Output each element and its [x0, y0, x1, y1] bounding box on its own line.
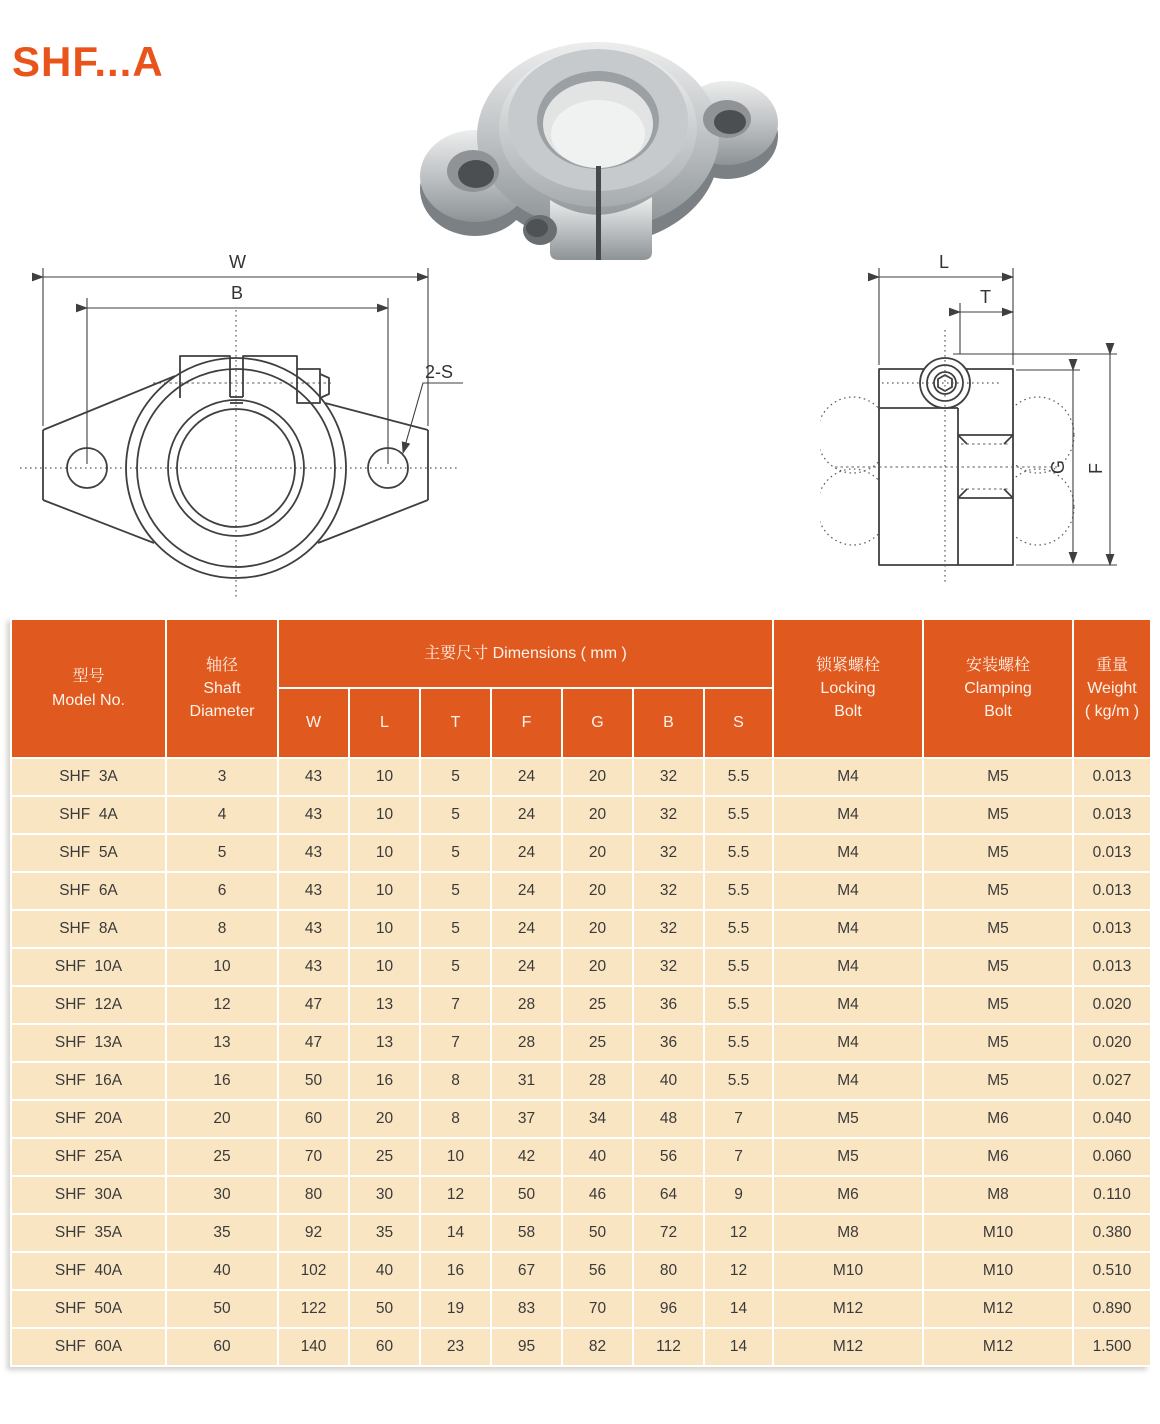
- cell-model: SHF 20A: [11, 1100, 166, 1138]
- cell-l: 10: [349, 834, 420, 872]
- lobe-hole-left: [447, 150, 499, 192]
- cell-w: 47: [278, 986, 349, 1024]
- cell-w: 43: [278, 796, 349, 834]
- cell-locking: M12: [773, 1328, 923, 1366]
- cell-weight: 0.027: [1073, 1062, 1151, 1100]
- cell-g: 70: [562, 1290, 633, 1328]
- spec-table: [10, 618, 1152, 1367]
- col-header-shaft-diameter: [166, 619, 278, 758]
- table-row: [11, 758, 1151, 796]
- cell-weight: 0.380: [1073, 1214, 1151, 1252]
- cell-w: 140: [278, 1328, 349, 1366]
- cell-locking: M4: [773, 986, 923, 1024]
- cell-clamping: M5: [923, 1062, 1073, 1100]
- cell-locking: M10: [773, 1252, 923, 1290]
- col-header-t: T: [420, 688, 491, 758]
- cell-t: 12: [420, 1176, 491, 1214]
- cell-w: 60: [278, 1100, 349, 1138]
- cell-model: SHF 10A: [11, 948, 166, 986]
- cell-f: 24: [491, 796, 562, 834]
- cell-f: 28: [491, 1024, 562, 1062]
- cell-w: 43: [278, 910, 349, 948]
- clamp-slit: [596, 166, 601, 260]
- cell-g: 82: [562, 1328, 633, 1366]
- cell-b: 32: [633, 910, 704, 948]
- cell-locking: M4: [773, 872, 923, 910]
- cell-shaft: 12: [166, 986, 278, 1024]
- cell-b: 36: [633, 986, 704, 1024]
- clamping-header-zh: 安装螺栓: [965, 656, 1030, 674]
- cell-t: 16: [420, 1252, 491, 1290]
- label-2s: [403, 362, 463, 453]
- cell-clamping: M5: [923, 948, 1073, 986]
- table-header: [11, 619, 1151, 758]
- cell-t: 8: [420, 1062, 491, 1100]
- cell-l: 10: [349, 796, 420, 834]
- cell-f: 37: [491, 1100, 562, 1138]
- cell-shaft: 25: [166, 1138, 278, 1176]
- cell-g: 20: [562, 758, 633, 796]
- cell-clamping: M12: [923, 1290, 1073, 1328]
- cell-clamping: M5: [923, 1024, 1073, 1062]
- cell-l: 10: [349, 910, 420, 948]
- col-header-dimensions: 主要尺寸 Dimensions ( mm ): [278, 619, 773, 688]
- cell-clamping: M5: [923, 986, 1073, 1024]
- cell-weight: 0.013: [1073, 758, 1151, 796]
- cell-model: SHF 3A: [11, 758, 166, 796]
- cell-s: 7: [704, 1100, 773, 1138]
- cell-model: SHF 60A: [11, 1328, 166, 1366]
- model-header-en: Model No.: [52, 691, 125, 709]
- cell-clamping: M5: [923, 796, 1073, 834]
- table-row: [11, 872, 1151, 910]
- model-header-zh: 型号: [72, 668, 105, 686]
- cell-weight: 0.020: [1073, 1024, 1151, 1062]
- cell-t: 8: [420, 1100, 491, 1138]
- cell-shaft: 60: [166, 1328, 278, 1366]
- product-photo: [400, 8, 800, 264]
- cell-model: SHF 8A: [11, 910, 166, 948]
- cell-w: 50: [278, 1062, 349, 1100]
- cell-l: 16: [349, 1062, 420, 1100]
- cell-weight: 0.013: [1073, 948, 1151, 986]
- cell-l: 25: [349, 1138, 420, 1176]
- cell-s: 5.5: [704, 948, 773, 986]
- lobe-hole-right: [703, 100, 751, 138]
- cell-w: 43: [278, 758, 349, 796]
- cell-shaft: 13: [166, 1024, 278, 1062]
- table-body: [11, 758, 1151, 1366]
- cell-locking: M4: [773, 910, 923, 948]
- cell-f: 24: [491, 910, 562, 948]
- cell-shaft: 10: [166, 948, 278, 986]
- cell-t: 5: [420, 910, 491, 948]
- table-row: [11, 1138, 1151, 1176]
- shaft-header-en1: Shaft: [203, 679, 241, 697]
- table-row: [11, 1214, 1151, 1252]
- col-header-model: [11, 619, 166, 758]
- table-row: [11, 986, 1151, 1024]
- cell-w: 102: [278, 1252, 349, 1290]
- dimension-t: [960, 287, 1013, 354]
- cell-shaft: 35: [166, 1214, 278, 1252]
- cell-w: 70: [278, 1138, 349, 1176]
- cell-model: SHF 50A: [11, 1290, 166, 1328]
- cell-s: 7: [704, 1138, 773, 1176]
- cell-l: 10: [349, 948, 420, 986]
- cell-g: 20: [562, 910, 633, 948]
- cell-clamping: M10: [923, 1252, 1073, 1290]
- table-row: [11, 948, 1151, 986]
- cell-f: 95: [491, 1328, 562, 1366]
- cell-t: 10: [420, 1138, 491, 1176]
- cell-locking: M5: [773, 1138, 923, 1176]
- cell-f: 24: [491, 948, 562, 986]
- cell-g: 28: [562, 1062, 633, 1100]
- cell-locking: M4: [773, 1062, 923, 1100]
- cell-t: 5: [420, 758, 491, 796]
- cell-s: 5.5: [704, 834, 773, 872]
- cell-b: 32: [633, 834, 704, 872]
- cell-shaft: 8: [166, 910, 278, 948]
- cell-s: 14: [704, 1328, 773, 1366]
- shaft-header-en2: Diameter: [189, 703, 255, 721]
- cell-t: 23: [420, 1328, 491, 1366]
- cell-b: 32: [633, 948, 704, 986]
- cell-t: 5: [420, 872, 491, 910]
- cell-f: 24: [491, 872, 562, 910]
- table-row: [11, 910, 1151, 948]
- locking-header-zh: 锁紧螺栓: [815, 656, 880, 674]
- cell-clamping: M8: [923, 1176, 1073, 1214]
- cell-f: 67: [491, 1252, 562, 1290]
- cell-t: 5: [420, 796, 491, 834]
- col-header-locking-bolt: [773, 619, 923, 758]
- cell-locking: M5: [773, 1100, 923, 1138]
- cell-l: 35: [349, 1214, 420, 1252]
- cell-weight: 0.013: [1073, 834, 1151, 872]
- table-row: [11, 1176, 1151, 1214]
- svg-text:G: G: [1048, 459, 1068, 474]
- side-view-drawing: [820, 248, 1160, 596]
- cell-model: SHF 12A: [11, 986, 166, 1024]
- col-header-l: L: [349, 688, 420, 758]
- cell-locking: M4: [773, 834, 923, 872]
- col-header-w: W: [278, 688, 349, 758]
- cell-t: 5: [420, 948, 491, 986]
- cell-model: SHF 5A: [11, 834, 166, 872]
- cell-shaft: 3: [166, 758, 278, 796]
- cell-weight: 0.040: [1073, 1100, 1151, 1138]
- cell-l: 10: [349, 872, 420, 910]
- cell-b: 32: [633, 796, 704, 834]
- cell-clamping: M12: [923, 1328, 1073, 1366]
- cell-t: 7: [420, 1024, 491, 1062]
- weight-header-zh: 重量: [1095, 656, 1128, 674]
- cell-w: 43: [278, 834, 349, 872]
- cell-clamping: M6: [923, 1138, 1073, 1176]
- cell-model: SHF 13A: [11, 1024, 166, 1062]
- cell-l: 40: [349, 1252, 420, 1290]
- table-row: [11, 1100, 1151, 1138]
- cell-b: 64: [633, 1176, 704, 1214]
- dimension-l: [879, 252, 1013, 365]
- cell-g: 20: [562, 796, 633, 834]
- clamping-header-en2: Bolt: [984, 703, 1012, 721]
- col-header-clamping-bolt: [923, 619, 1073, 758]
- cell-locking: M4: [773, 948, 923, 986]
- cell-shaft: 5: [166, 834, 278, 872]
- cell-l: 20: [349, 1100, 420, 1138]
- cell-s: 12: [704, 1214, 773, 1252]
- cell-shaft: 40: [166, 1252, 278, 1290]
- cell-locking: M8: [773, 1214, 923, 1252]
- cell-locking: M4: [773, 758, 923, 796]
- cell-clamping: M10: [923, 1214, 1073, 1252]
- cell-b: 72: [633, 1214, 704, 1252]
- cell-s: 5.5: [704, 910, 773, 948]
- cell-b: 80: [633, 1252, 704, 1290]
- cell-b: 48: [633, 1100, 704, 1138]
- cell-f: 42: [491, 1138, 562, 1176]
- cell-b: 56: [633, 1138, 704, 1176]
- cell-model: SHF 16A: [11, 1062, 166, 1100]
- cell-s: 12: [704, 1252, 773, 1290]
- cell-g: 34: [562, 1100, 633, 1138]
- col-header-f: F: [491, 688, 562, 758]
- spec-table-container: [10, 618, 1150, 1367]
- cell-weight: 0.020: [1073, 986, 1151, 1024]
- cell-f: 24: [491, 834, 562, 872]
- cell-clamping: M5: [923, 872, 1073, 910]
- cell-g: 46: [562, 1176, 633, 1214]
- col-header-g: G: [562, 688, 633, 758]
- weight-header-en2: ( kg/m ): [1084, 703, 1140, 721]
- weight-header-en1: Weight: [1087, 679, 1137, 697]
- clamp-screw: [523, 215, 557, 245]
- cell-l: 60: [349, 1328, 420, 1366]
- table-row: [11, 1328, 1151, 1366]
- cell-g: 25: [562, 986, 633, 1024]
- cell-weight: 0.890: [1073, 1290, 1151, 1328]
- cell-b: 40: [633, 1062, 704, 1100]
- cell-l: 13: [349, 986, 420, 1024]
- cell-f: 24: [491, 758, 562, 796]
- cell-g: 20: [562, 872, 633, 910]
- table-row: [11, 1024, 1151, 1062]
- cell-g: 40: [562, 1138, 633, 1176]
- cell-model: SHF 40A: [11, 1252, 166, 1290]
- shaft-header-zh: 轴径: [205, 656, 238, 674]
- cell-locking: M4: [773, 796, 923, 834]
- cell-locking: M4: [773, 1024, 923, 1062]
- cell-g: 20: [562, 834, 633, 872]
- cell-locking: M12: [773, 1290, 923, 1328]
- svg-text:2-S: 2-S: [425, 362, 454, 382]
- cell-weight: 0.013: [1073, 910, 1151, 948]
- cell-s: 5.5: [704, 986, 773, 1024]
- cell-l: 50: [349, 1290, 420, 1328]
- cell-b: 112: [633, 1328, 704, 1366]
- cell-s: 5.5: [704, 796, 773, 834]
- cell-f: 50: [491, 1176, 562, 1214]
- svg-text:L: L: [939, 252, 950, 272]
- shaft-bore: [537, 71, 659, 169]
- table-row: [11, 1290, 1151, 1328]
- cell-l: 30: [349, 1176, 420, 1214]
- cell-locking: M6: [773, 1176, 923, 1214]
- cell-w: 43: [278, 948, 349, 986]
- cell-clamping: M5: [923, 834, 1073, 872]
- cell-model: SHF 30A: [11, 1176, 166, 1214]
- cell-g: 20: [562, 948, 633, 986]
- cell-w: 43: [278, 872, 349, 910]
- cell-shaft: 4: [166, 796, 278, 834]
- cell-g: 56: [562, 1252, 633, 1290]
- dimension-b: [87, 283, 388, 464]
- cell-f: 31: [491, 1062, 562, 1100]
- cell-shaft: 30: [166, 1176, 278, 1214]
- table-row: [11, 1252, 1151, 1290]
- cell-b: 96: [633, 1290, 704, 1328]
- cell-shaft: 20: [166, 1100, 278, 1138]
- cell-s: 5.5: [704, 1062, 773, 1100]
- svg-text:F: F: [1086, 463, 1106, 474]
- cell-f: 83: [491, 1290, 562, 1328]
- col-header-s: S: [704, 688, 773, 758]
- cell-t: 7: [420, 986, 491, 1024]
- svg-text:W: W: [229, 252, 246, 272]
- cell-clamping: M5: [923, 910, 1073, 948]
- cell-weight: 0.013: [1073, 796, 1151, 834]
- cell-f: 58: [491, 1214, 562, 1252]
- cell-l: 13: [349, 1024, 420, 1062]
- cell-b: 32: [633, 758, 704, 796]
- cell-clamping: M6: [923, 1100, 1073, 1138]
- col-header-weight: [1073, 619, 1151, 758]
- cell-w: 47: [278, 1024, 349, 1062]
- cell-w: 92: [278, 1214, 349, 1252]
- cell-model: SHF 6A: [11, 872, 166, 910]
- cell-clamping: M5: [923, 758, 1073, 796]
- table-row: [11, 1062, 1151, 1100]
- locking-header-en2: Bolt: [834, 703, 862, 721]
- cell-g: 50: [562, 1214, 633, 1252]
- cell-shaft: 50: [166, 1290, 278, 1328]
- cell-weight: 0.013: [1073, 872, 1151, 910]
- cell-weight: 0.510: [1073, 1252, 1151, 1290]
- cell-shaft: 6: [166, 872, 278, 910]
- cell-model: SHF 4A: [11, 796, 166, 834]
- screw-chamfer: [320, 374, 329, 398]
- front-view-drawing: [15, 250, 465, 602]
- cell-f: 28: [491, 986, 562, 1024]
- cell-t: 19: [420, 1290, 491, 1328]
- cell-t: 5: [420, 834, 491, 872]
- cell-b: 36: [633, 1024, 704, 1062]
- cell-s: 5.5: [704, 872, 773, 910]
- cell-t: 14: [420, 1214, 491, 1252]
- cell-s: 5.5: [704, 1024, 773, 1062]
- cell-model: SHF 35A: [11, 1214, 166, 1252]
- cell-shaft: 16: [166, 1062, 278, 1100]
- cell-weight: 0.060: [1073, 1138, 1151, 1176]
- clamping-header-en1: Clamping: [964, 679, 1032, 697]
- cell-g: 25: [562, 1024, 633, 1062]
- svg-text:B: B: [231, 283, 244, 303]
- cell-w: 80: [278, 1176, 349, 1214]
- col-header-b: B: [633, 688, 704, 758]
- table-row: [11, 796, 1151, 834]
- cell-s: 5.5: [704, 758, 773, 796]
- cell-model: SHF 25A: [11, 1138, 166, 1176]
- locking-header-en1: Locking: [820, 679, 876, 697]
- cell-b: 32: [633, 872, 704, 910]
- svg-text:T: T: [980, 287, 991, 307]
- cell-weight: 1.500: [1073, 1328, 1151, 1366]
- cell-weight: 0.110: [1073, 1176, 1151, 1214]
- cell-s: 14: [704, 1290, 773, 1328]
- cell-s: 9: [704, 1176, 773, 1214]
- cell-w: 122: [278, 1290, 349, 1328]
- table-row: [11, 834, 1151, 872]
- cell-l: 10: [349, 758, 420, 796]
- page-title: SHF...A: [12, 38, 164, 85]
